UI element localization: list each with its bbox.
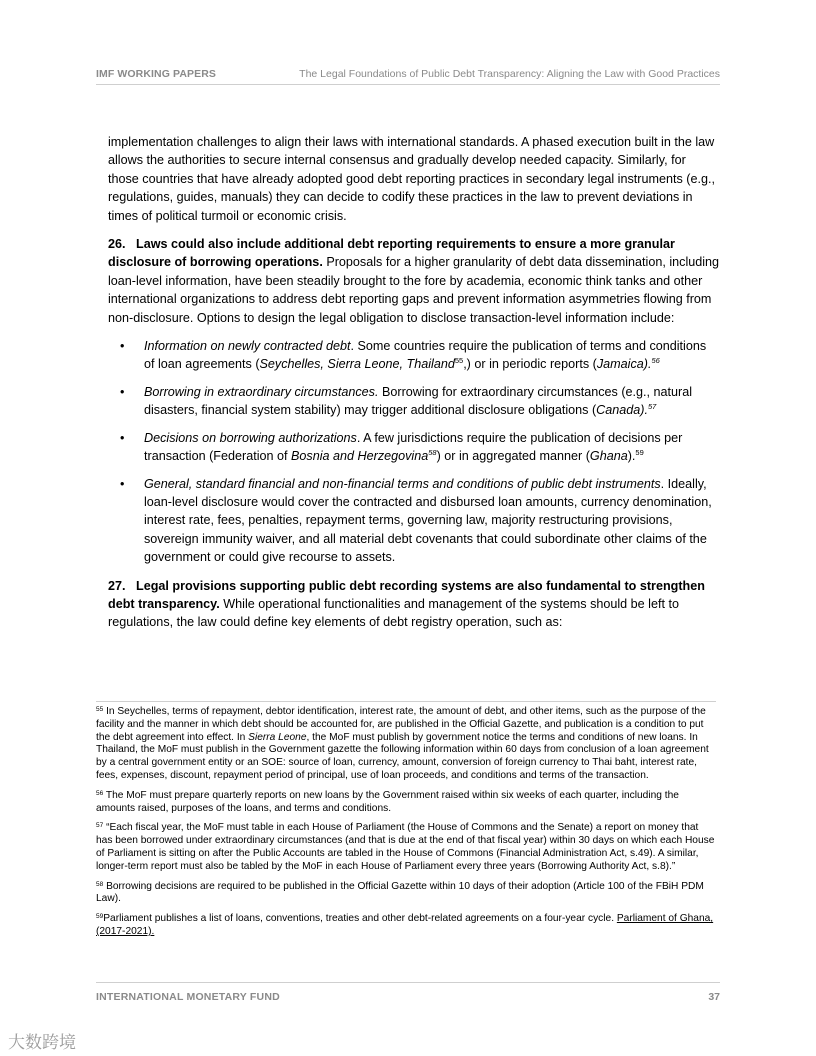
page-header — [96, 66, 720, 85]
bullet-icon: • — [120, 339, 125, 354]
footnote-number: 55 — [96, 706, 104, 713]
main-text — [108, 133, 720, 642]
footnote-text: Parliament publishes a list of loans, conventions, treaties and other debt-related agreements on a four-year cycle. — [103, 913, 617, 925]
footnote-number: 58 — [96, 880, 104, 888]
parliament-ghana-link[interactable]: Parliament of Ghana, (2017-2021). — [96, 913, 714, 937]
footnote-text: “Each fiscal year, the MoF must table in each House of Parliament (the House of Commons and the Senate) a report on money that has been borrowed under extraordinary circumstances (and that is due at the end of that fiscal year) within 30 days on which each House of Parliament is sitting on after the Public Accounts are tabled in the House of Commons (Financial Administration Act, s.49). A similar, longer-term report must also be tabled by the MoF in each House of Parliament every three years (Borrowing Authority Act, s.8).” — [96, 822, 715, 872]
footnote-ref-56[interactable]: 56 — [651, 356, 660, 366]
paragraph-lead: Legal provisions supporting public debt recording systems are also fundamental to strengthen debt transparency. — [108, 578, 705, 611]
item-text: . Some countries require the publication of terms and conditions of loan agreements ( — [144, 339, 707, 372]
footnote-text: In Seychelles, terms of repayment, debtor identification, interest rate, the amount of debt, and other items, such as the purpose of the facility and the manner in which debt should be accounted for, are published in the Official Gazette, and publication is a condition to put the debt agreement into effect. In — [96, 706, 706, 743]
item-text: ) or in aggregated manner ( — [436, 449, 590, 464]
page-number: 37 — [708, 991, 720, 1003]
list-item — [108, 429, 720, 466]
item-text: . Ideally, loan-level disclosure would cover the contracted and disbursed loan amounts, currency denomination, interest rate, fees, penalties, repayment terms, governing law, majority restructuring provisions, sovereign immunity waiver, and all material debt covenants that could subordinate other claims of the government or could give recourse to assets. — [144, 476, 712, 565]
country-names: Jamaica). — [596, 357, 652, 372]
footer-org: INTERNATIONAL MONETARY FUND — [96, 991, 280, 1003]
item-lead: General, standard financial and non-financial terms and conditions of public debt instruments — [144, 476, 661, 491]
paragraph-lead: Laws could also include additional debt reporting requirements to ensure a more granular disclosure of borrowing operations. — [108, 237, 675, 270]
watermark: 大数跨境 — [8, 1033, 76, 1052]
country-names: Bosnia and Herzegovina — [291, 449, 429, 464]
paragraph-number: 27. — [108, 578, 126, 593]
footnote-text: Borrowing decisions are required to be published in the Official Gazette within 10 days of their adoption (Article 100 of the FBiH PDM Law). — [96, 880, 704, 905]
paragraph-26 — [108, 235, 720, 327]
footnote-ref-59[interactable]: 59 — [635, 448, 644, 458]
bullet-icon: • — [120, 430, 125, 445]
paragraph-27 — [108, 577, 720, 632]
item-lead: Information on newly contracted debt — [144, 339, 351, 354]
bullet-icon: • — [120, 476, 125, 491]
bullet-list — [108, 337, 720, 566]
country-names: Ghana — [589, 449, 628, 464]
footnote-57 — [96, 822, 716, 873]
item-text: Borrowing for extraordinary circumstances (e.g., natural disasters, financial system stability) may trigger additional disclosure obligations ( — [144, 384, 693, 418]
footnote-number: 57 — [96, 822, 104, 830]
footnote-text: The MoF must prepare quarterly reports on new loans by the Government raised within six weeks of each quarter, including the amounts raised, purposes of the loans, and terms and conditions. — [96, 789, 679, 814]
paragraph-body: While operational functionalities and management of the systems should be left to regulations, the law could define key elements of debt registry operation, such as: — [108, 596, 679, 630]
paragraph-number: 26. — [108, 237, 126, 252]
item-lead: Decisions on borrowing authorizations — [144, 430, 357, 445]
item-text: ,) or in periodic reports ( — [463, 357, 597, 372]
paragraph-body: Proposals for a higher granularity of debt data dissemination, including loan-level information, have been steadily brought to the fore by academia, economic think tanks and other international organizations to address debt reporting gaps and prevent information asymmetries flowing from non-disclosure. Options to design the legal obligation to disclose transaction-level information include: — [108, 255, 720, 325]
list-item — [108, 475, 720, 567]
country-names: Canada). — [596, 403, 648, 418]
list-item — [108, 383, 720, 420]
country-names: Seychelles, Sierra Leone, Thailand — [259, 357, 455, 372]
footnote-55 — [96, 706, 716, 783]
footnote-number: 56 — [96, 789, 104, 797]
footnote-59 — [96, 913, 716, 939]
header-series: IMF WORKING PAPERS — [96, 68, 217, 80]
bullet-icon: • — [120, 384, 125, 399]
footnote-text: , the MoF must publish by government notice the terms and conditions of new loans. In Thailand, the MoF must publish in the Government gazette the following information within 60 days from conclusion of a loan agreement by a central government entity or an SOE: source of loan, currency, amount, conversion of foreign currency to Thai baht, interest rate, fees, expenses, discount, repayment period of principal, use of loan proceeds, and conditions and terms of the transaction. — [96, 731, 709, 781]
footnote-country: Sierra Leone — [248, 731, 307, 743]
footnote-ref-58[interactable]: 58 — [428, 448, 437, 458]
paragraph-continuation: implementation challenges to align their laws with international standards. A phased execution built in the law allows the authorities to secure internal consensus and gradually develop needed capacity. Similarly, for those countries that have already adopted good debt reporting practices in secondary legal instruments (e.g., regulations, guides, manuals) they can decide to codify these practices in the law to prevent deviations in times of political turmoil or economic crisis. — [108, 135, 715, 223]
footnote-58 — [96, 881, 716, 907]
footnote-56 — [96, 790, 716, 816]
header-title: The Legal Foundations of Public Debt Transparency: Aligning the Law with Good Practices — [299, 68, 720, 80]
item-lead: Borrowing in extraordinary circumstances. — [144, 384, 379, 399]
footnote-number: 59 — [96, 913, 104, 921]
footnote-ref-55[interactable]: 55 — [454, 356, 464, 366]
footnotes — [96, 701, 716, 946]
item-text: ). — [627, 449, 636, 464]
footnote-ref-57[interactable]: 57 — [647, 402, 657, 412]
list-item — [108, 337, 720, 374]
item-text: . A few jurisdictions require the publication of decisions per transaction (Federation of — [144, 430, 683, 464]
page-footer — [96, 982, 720, 1003]
